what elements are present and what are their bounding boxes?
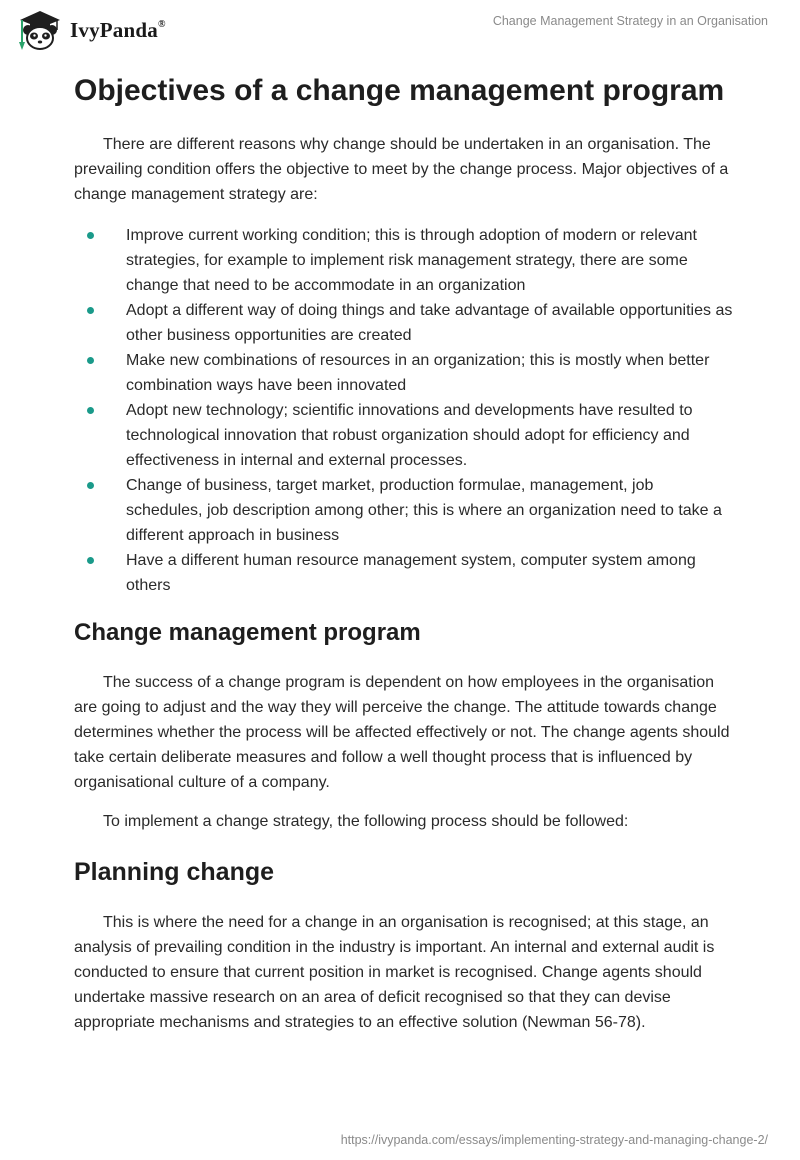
- list-item: Adopt new technology; scientific innovations and developments have resulted to technological innovation that robust organization should adopt for efficiency and effectiveness in internal and external processes.: [74, 398, 734, 473]
- bullet-icon: [87, 482, 94, 489]
- document-title: Change Management Strategy in an Organisation: [492, 14, 768, 28]
- ivypanda-logo[interactable]: [14, 8, 166, 52]
- bullet-icon: [87, 407, 94, 414]
- article-body: [74, 72, 734, 1049]
- list-item: Have a different human resource management system, computer system among others: [74, 548, 734, 598]
- program-paragraph-2: To implement a change strategy, the following process should be followed:: [103, 813, 629, 830]
- list-item: Adopt a different way of doing things and take advantage of available opportunities as other business opportunities are created: [74, 298, 734, 348]
- bullet-icon: [87, 357, 94, 364]
- list-item: Make new combinations of resources in an organization; this is mostly when better combination ways have been innovated: [74, 348, 734, 398]
- heading-planning-change: Planning change: [74, 858, 275, 886]
- panda-graduate-icon: [14, 8, 64, 52]
- heading-change-program: Change management program: [74, 619, 421, 646]
- brand-name: IvyPanda®: [70, 17, 166, 42]
- source-url[interactable]: https://ivypanda.com/essays/implementing-strategy-and-managing-change-2/: [340, 1133, 768, 1147]
- page-header: [0, 0, 800, 60]
- list-item: Improve current working condition; this is through adoption of modern or relevant strategies, for example to implement risk management strategy, there are some change that need to be accommodate in an organization: [74, 223, 734, 298]
- bullet-icon: [87, 232, 94, 239]
- intro-paragraph: There are different reasons why change should be undertaken in an organisation. The prevailing condition offers the objective to meet by the change process. Major objectives of a change management strategy are:: [74, 136, 729, 203]
- bullet-icon: [87, 557, 94, 564]
- heading-objectives: Objectives of a change management program: [74, 74, 725, 107]
- registered-mark: ®: [157, 18, 166, 30]
- planning-paragraph: This is where the need for a change in an organisation is recognised; at this stage, an analysis of prevailing condition in the industry is important. An internal and external audit is conducted to ensure that current position in market is recognised. Change agents should undertake massive research on an area of deficit recognised so that they can devise appropriate mechanisms and strategies to an effective solution (Newman 56-78).: [74, 914, 715, 1031]
- bullet-icon: [87, 307, 94, 314]
- list-item: Change of business, target market, production formulae, management, job schedules, job description among other; this is where an organization need to take a different approach in business: [74, 473, 734, 548]
- objectives-list: [74, 223, 734, 598]
- program-paragraph-1: The success of a change program is dependent on how employees in the organisation are going to adjust and the way they will perceive the change. The attitude towards change determines whether the process will be affected effectively or not. The change agents should take certain deliberate measures and follow a well thought process that is influenced by organisational culture of a company.: [74, 674, 730, 791]
